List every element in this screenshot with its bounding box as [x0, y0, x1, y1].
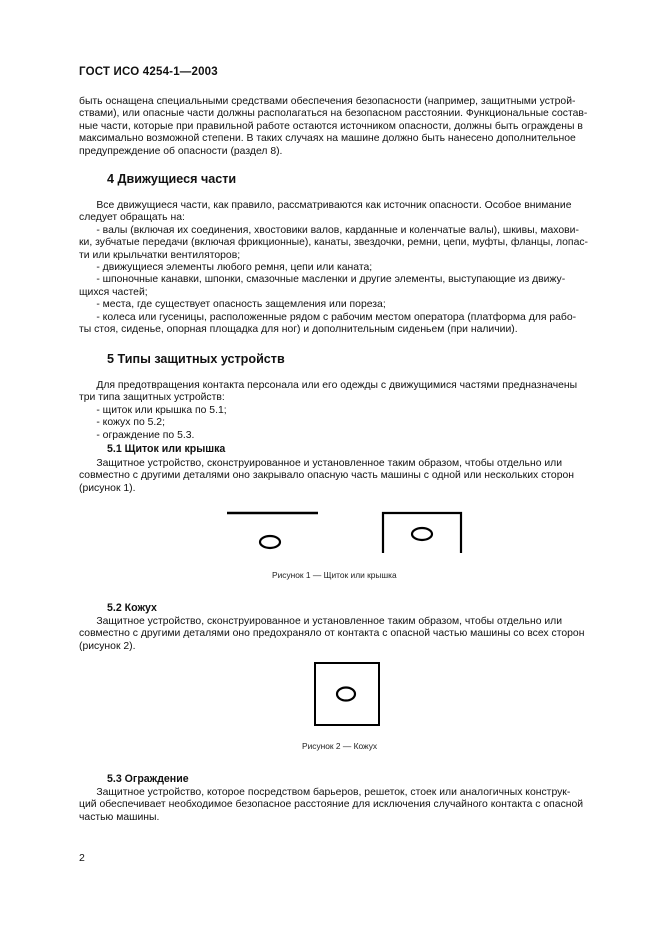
- text-line: ки, зубчатые передачи (включая фрикционные), канаты, звездочки, ремни, цепи, муфты, фланцы, лопас-: [79, 237, 588, 249]
- hazard-part-circle: [412, 528, 432, 540]
- text-line: Защитное устройство, сконструированное и установленное таким образом, чтобы отдельно или: [79, 616, 563, 627]
- section-4-paragraph: [79, 200, 616, 336]
- shield-outline: [383, 513, 461, 553]
- section-4-title: 4 Движущиеся части: [107, 172, 237, 186]
- text-line: Защитное устройство, сконструированное и установленное таким образом, чтобы отдельно или: [79, 458, 563, 469]
- text-line: ные части, которые при правильной работе остаются источником опасности, должны быть ограждены в: [79, 120, 583, 132]
- text-line: следует обращать на:: [79, 212, 185, 224]
- text-line: Для предотвращения контакта персонала или его одежды с движущимися частями предназначены: [79, 380, 578, 391]
- section-5-paragraph: [79, 380, 616, 442]
- text-line: Все движущиеся части, как правило, рассматриваются как источник опасности. Особое внимание: [79, 200, 572, 211]
- text-line: максимально возможной степени. В таких случаях на машине должно быть нанесено дополнительное: [79, 133, 576, 145]
- text-line: ты стоя, сиденье, опорная площадка для ног) и дополнительным сиденьем (при наличии).: [79, 324, 518, 336]
- subsection-5-3-paragraph: [79, 787, 616, 824]
- subsection-5-2-title: 5.2 Кожух: [107, 602, 157, 614]
- document-header: ГОСТ ИСО 4254-1—2003: [79, 66, 218, 78]
- text-line: (рисунок 1).: [79, 482, 136, 494]
- text-line: - ограждение по 5.3.: [79, 429, 195, 441]
- text-line: (рисунок 2).: [79, 640, 136, 652]
- subsection-5-2-paragraph: [79, 616, 616, 653]
- text-line: - шпоночные канавки, шпонки, смазочные масленки и другие элементы, выступающие из движу-: [79, 274, 566, 286]
- figure-2-diagram: [312, 660, 384, 728]
- text-line: - кожух по 5.2;: [79, 417, 165, 429]
- text-line: предупреждение об опасности (раздел 8).: [79, 145, 283, 157]
- text-line: частью машины.: [79, 811, 160, 823]
- text-line: - места, где существует опасность защемления или пореза;: [79, 299, 386, 311]
- text-line: совместно с другими деталями оно закрывало опасную часть машины с одной или нескольких сторон: [79, 470, 574, 482]
- text-line: щихся частей;: [79, 286, 148, 298]
- figure-2-caption: Рисунок 2 — Кожух: [302, 741, 378, 751]
- hazard-part-circle: [337, 688, 355, 701]
- page-number: 2: [79, 852, 85, 864]
- subsection-5-1-title: 5.1 Щиток или крышка: [107, 443, 226, 455]
- text-line: совместно с другими деталями оно предохраняло от контакта с опасной частью машины со всех сторон: [79, 628, 585, 640]
- text-line: ти или крыльчатки вентиляторов;: [79, 249, 241, 261]
- text-line: ствами), или опасные части должны располагаться на безопасном расстоянии. Функциональные состав-: [79, 108, 588, 120]
- text-line: - колеса или гусеницы, расположенные рядом с рабочим местом оператора (платформа для рабо-: [79, 311, 577, 323]
- figure-1-diagram: [220, 505, 470, 557]
- casing-outline: [315, 663, 379, 725]
- hazard-part-circle: [260, 536, 280, 548]
- subsection-5-3-title: 5.3 Ограждение: [107, 773, 189, 785]
- text-line: - движущиеся элементы любого ремня, цепи или каната;: [79, 262, 373, 274]
- subsection-5-1-paragraph: [79, 458, 616, 495]
- figure-1-caption: Рисунок 1 — Щиток или крышка: [272, 570, 397, 580]
- text-line: Защитное устройство, которое посредством барьеров, решеток, стоек или аналогичных конструк-: [79, 787, 571, 798]
- text-line: - валы (включая их соединения, хвостовики валов, карданные и коленчатые валы), шкивы, махови-: [79, 224, 579, 236]
- text-line: ций обеспечивает необходимое безопасное расстояние для исключения случайного контакта с опасной: [79, 799, 584, 811]
- text-line: три типа защитных устройств:: [79, 392, 225, 404]
- section-5-title: 5 Типы защитных устройств: [107, 352, 285, 366]
- text-line: - щиток или крышка по 5.1;: [79, 404, 227, 416]
- text-line: быть оснащена специальными средствами обеспечения безопасности (например, защитными устрой-: [79, 96, 576, 107]
- intro-paragraph: [79, 96, 616, 158]
